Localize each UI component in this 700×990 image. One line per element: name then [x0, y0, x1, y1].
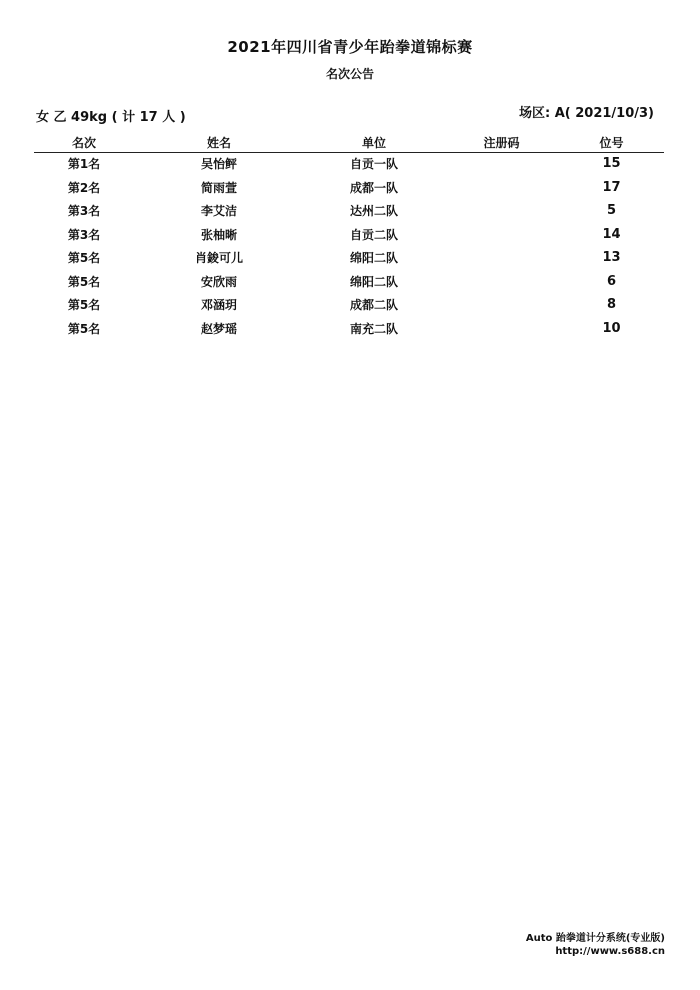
cell-position: 17: [602, 179, 621, 195]
table-row: [34, 223, 664, 247]
table-header-row: [34, 132, 664, 152]
column-header-team: 单位: [361, 135, 386, 150]
header-divider: [34, 152, 664, 153]
table-row: [34, 270, 664, 294]
venue-date: 场区: A( 2021/10/3): [518, 106, 654, 121]
cell-position: 8: [606, 297, 617, 313]
cell-team: 绵阳二队: [349, 274, 398, 289]
table-row: [34, 152, 664, 176]
cell-team: 绵阳二队: [349, 251, 398, 266]
cell-team: 自贡二队: [349, 227, 398, 242]
cell-team: 达州二队: [349, 204, 398, 219]
cell-team: 成都一队: [349, 180, 398, 195]
cell-reg-code: [444, 199, 559, 223]
cell-rank: 第3名: [67, 227, 101, 242]
cell-team: 南充二队: [349, 321, 398, 336]
table-row: [34, 293, 664, 317]
cell-position: 5: [606, 203, 617, 219]
column-header-reg-code: 注册码: [483, 135, 520, 150]
cell-name: 肖鋑可儿: [194, 251, 243, 266]
cell-rank: 第3名: [67, 204, 101, 219]
cell-name: 赵梦瑶: [200, 321, 237, 336]
cell-rank: 第5名: [67, 251, 101, 266]
cell-rank: 第5名: [67, 298, 101, 313]
cell-name: 李艾洁: [200, 204, 237, 219]
cell-team: 成都二队: [349, 298, 398, 313]
website-url: http://www.s688.cn: [555, 946, 665, 957]
table-row: [34, 176, 664, 200]
weight-category: 女 乙 49kg ( 计 17 人 ): [36, 110, 186, 125]
cell-name: 简雨萱: [200, 180, 237, 195]
cell-reg-code: [444, 270, 559, 294]
cell-rank: 第1名: [67, 157, 101, 172]
cell-name: 邓涵玥: [200, 298, 237, 313]
table-row: [34, 317, 664, 341]
document-title: 2021年四川省青少年跆拳道锦标赛: [227, 38, 473, 56]
cell-reg-code: [444, 152, 559, 176]
cell-rank: 第2名: [67, 180, 101, 195]
cell-position: 6: [606, 273, 617, 289]
cell-position: 13: [602, 250, 621, 266]
cell-position: 10: [602, 320, 621, 336]
cell-position: 15: [602, 156, 621, 172]
cell-rank: 第5名: [67, 321, 101, 336]
table-row: [34, 199, 664, 223]
column-header-name: 姓名: [206, 135, 231, 150]
cell-name: 张柚晰: [200, 227, 237, 242]
cell-rank: 第5名: [67, 274, 101, 289]
table-row: [34, 246, 664, 270]
column-header-position: 位号: [599, 135, 624, 150]
cell-name: 吴怡鲆: [200, 157, 237, 172]
document-subtitle: 名次公告: [325, 67, 374, 81]
software-credit: Auto 跆拳道计分系统(专业版): [525, 933, 665, 944]
cell-reg-code: [444, 246, 559, 270]
cell-name: 安欣雨: [200, 274, 237, 289]
cell-reg-code: [444, 293, 559, 317]
cell-reg-code: [444, 317, 559, 341]
cell-reg-code: [444, 223, 559, 247]
column-header-rank: 名次: [71, 135, 96, 150]
cell-position: 14: [602, 226, 621, 242]
cell-team: 自贡一队: [349, 157, 398, 172]
results-table: [34, 132, 664, 340]
cell-reg-code: [444, 176, 559, 200]
